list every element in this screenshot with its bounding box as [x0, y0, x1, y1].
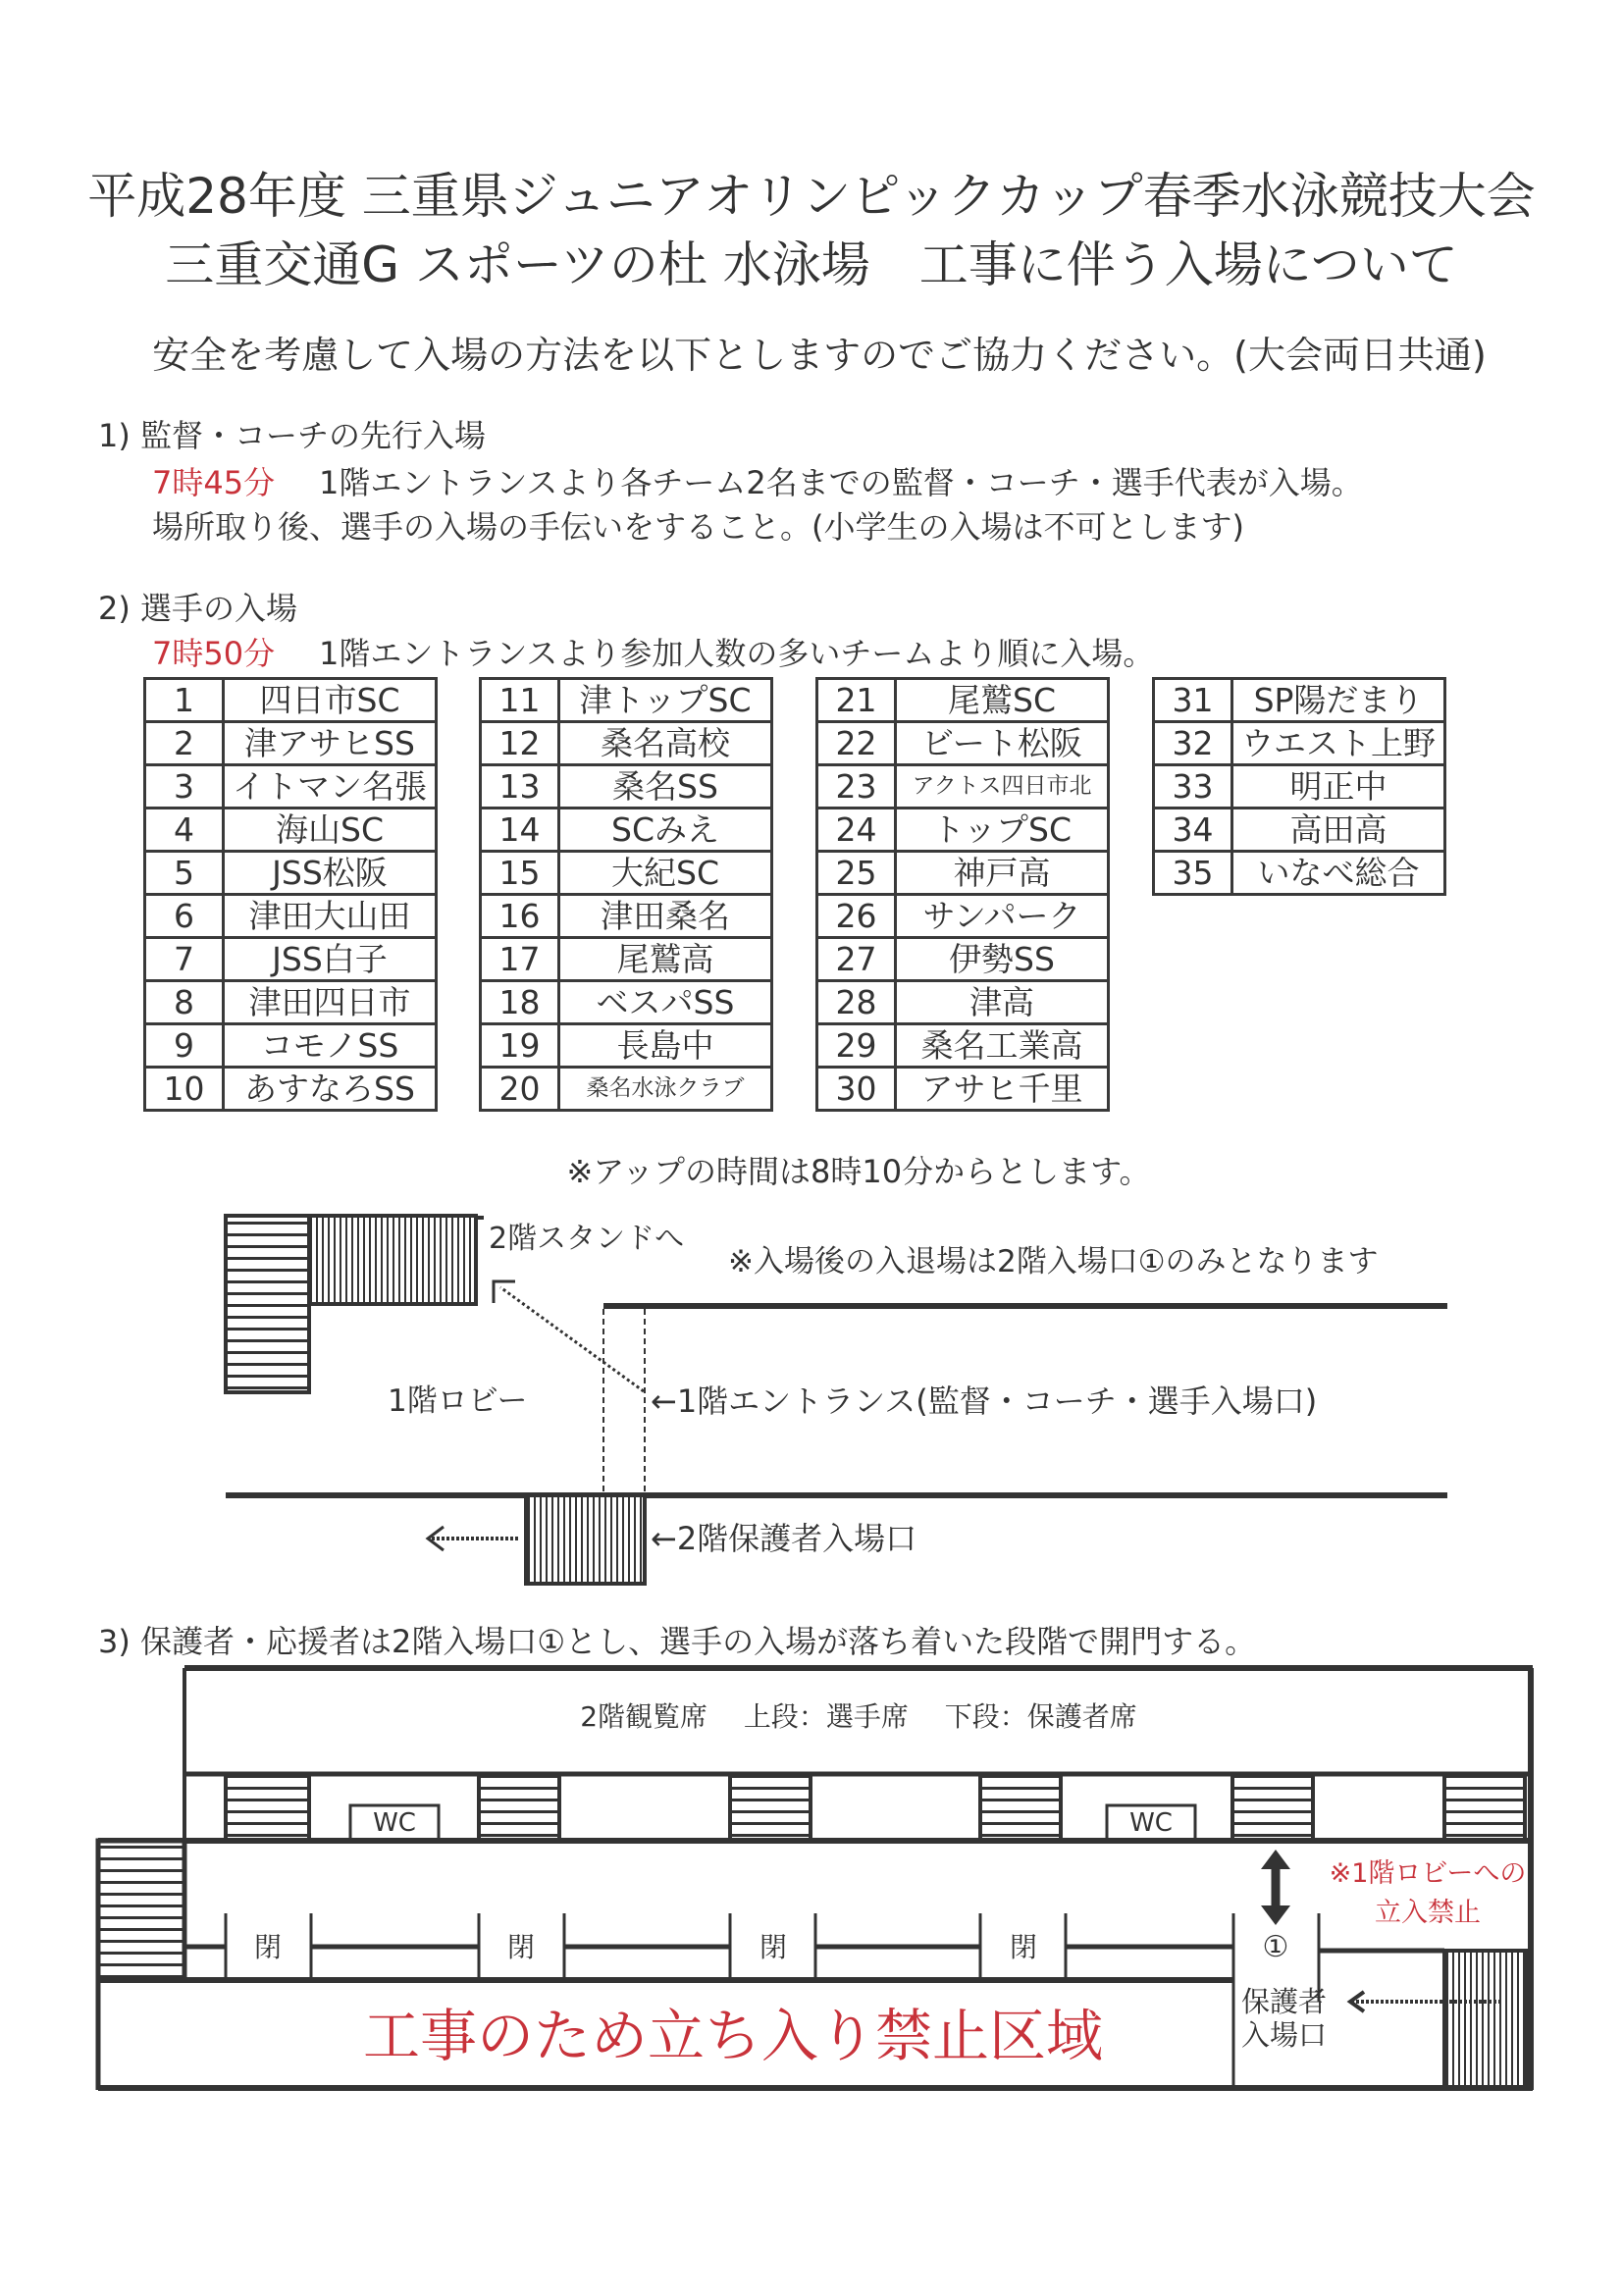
- double-arrow-icon: [1261, 1850, 1290, 1925]
- team-order-number: 1: [145, 679, 224, 722]
- team-order-number: 15: [481, 852, 559, 895]
- team-name: アサヒ千里: [896, 1068, 1109, 1111]
- team-name: 津田四日市: [224, 981, 437, 1024]
- team-order-number: 10: [145, 1068, 224, 1111]
- team-name: 伊勢SS: [896, 938, 1109, 981]
- dotted-arrow-to-stand: [494, 1281, 644, 1391]
- section2-line1: 1階エントランスより参加人数の多いチームより順に入場。: [319, 635, 1155, 672]
- team-name: イトマン名張: [224, 765, 437, 809]
- team-name: ベスパSS: [559, 981, 772, 1024]
- team-order-number: 24: [817, 809, 896, 852]
- team-name: コモノSS: [224, 1024, 437, 1068]
- title-line-1: 平成28年度 三重県ジュニアオリンピックカップ春季水泳競技大会: [87, 168, 1536, 225]
- team-order-number: 14: [481, 809, 559, 852]
- team-order-number: 19: [481, 1024, 559, 1068]
- dotted-arrow-left: [428, 1527, 518, 1550]
- team-order-number: 28: [817, 981, 896, 1024]
- title-line-2: 三重交通G スポーツの杜 水泳場 工事に伴う入場について: [165, 236, 1458, 293]
- team-order-number: 2: [145, 722, 224, 765]
- closed-gate-4: 閉: [1009, 1931, 1038, 1963]
- team-name: 津トップSC: [559, 679, 772, 722]
- team-name: 明正中: [1232, 765, 1445, 809]
- team-name: ウエスト上野: [1232, 722, 1445, 765]
- team-order-number: 4: [145, 809, 224, 852]
- team-order-number: 25: [817, 852, 896, 895]
- team-name: トップSC: [896, 809, 1109, 852]
- no-entry-note-line2: 立入禁止: [1375, 1898, 1481, 1928]
- team-name: 桑名水泳クラブ: [559, 1068, 772, 1111]
- team-order-number: 20: [481, 1068, 559, 1111]
- lobby-label: 1階ロビー: [388, 1383, 528, 1419]
- section1-time: 7時45分: [152, 464, 276, 501]
- team-name: SCみえ: [559, 809, 772, 852]
- team-name: 尾鷲SC: [896, 679, 1109, 722]
- team-name: 長島中: [559, 1024, 772, 1068]
- team-name: 四日市SC: [224, 679, 437, 722]
- stairs-west: [98, 1841, 184, 1980]
- team-name: 津田大山田: [224, 895, 437, 938]
- team-name: 津高: [896, 981, 1109, 1024]
- section1-line1: 1階エントランスより各チーム2名までの監督・コーチ・選手代表が入場。: [319, 464, 1363, 501]
- team-name: SP陽だまり: [1232, 679, 1445, 722]
- section1-heading: 1) 監督・コーチの先行入場: [98, 417, 487, 454]
- team-name: 桑名工業高: [896, 1024, 1109, 1068]
- team-order-number: 5: [145, 852, 224, 895]
- seating-label: 2階観覧席 上段：選手席 下段：保護者席: [580, 1700, 1137, 1733]
- team-order-number: 9: [145, 1024, 224, 1068]
- team-order-number: 32: [1154, 722, 1232, 765]
- team-order-number: 18: [481, 981, 559, 1024]
- team-order-number: 3: [145, 765, 224, 809]
- team-name: アクトス四日市北: [896, 765, 1109, 809]
- team-order-number: 23: [817, 765, 896, 809]
- closed-gate-3: 閉: [759, 1931, 788, 1963]
- team-name: 大紀SC: [559, 852, 772, 895]
- section2-heading: 2) 選手の入場: [98, 590, 298, 627]
- team-order-number: 22: [817, 722, 896, 765]
- team-order-number: 7: [145, 938, 224, 981]
- guardian-entrance-line1: 保護者: [1241, 1985, 1328, 2018]
- team-name: 津田桑名: [559, 895, 772, 938]
- team-name: ビート松阪: [896, 722, 1109, 765]
- stand-label: 2階スタンドへ: [489, 1222, 685, 1256]
- team-order-number: 33: [1154, 765, 1232, 809]
- stairs-left: [226, 1216, 309, 1392]
- closed-gate-1: 閉: [253, 1931, 283, 1963]
- team-order-number: 34: [1154, 809, 1232, 852]
- wc-label-1: WC: [373, 1808, 416, 1838]
- guardian-entrance-line2: 入場口: [1241, 2018, 1328, 2052]
- team-name: 尾鷲高: [559, 938, 772, 981]
- team-order-number: 8: [145, 981, 224, 1024]
- stairs-to-stand: [309, 1216, 476, 1304]
- team-order-number: 26: [817, 895, 896, 938]
- team-name: JSS白子: [224, 938, 437, 981]
- team-order-number: 30: [817, 1068, 896, 1111]
- warmup-note: ※アップの時間は8時10分からとします。: [566, 1153, 1151, 1190]
- team-name: 神戸高: [896, 852, 1109, 895]
- team-name: 桑名SS: [559, 765, 772, 809]
- section2-time: 7時50分: [152, 635, 276, 672]
- no-entry-note-line1: ※1階ロビーへの: [1329, 1858, 1527, 1889]
- stairs-east: [1444, 1951, 1527, 2087]
- team-order-number: 6: [145, 895, 224, 938]
- team-name: 桑名高校: [559, 722, 772, 765]
- construction-zone-label: 工事のため立ち入り禁止区域: [362, 2003, 1104, 2069]
- closed-gate-2: 閉: [506, 1931, 536, 1963]
- team-name: 海山SC: [224, 809, 437, 852]
- team-name: JSS松阪: [224, 852, 437, 895]
- team-name: サンパーク: [896, 895, 1109, 938]
- team-order-number: 21: [817, 679, 896, 722]
- team-order-number: 13: [481, 765, 559, 809]
- team-name: あすなろSS: [224, 1068, 437, 1111]
- section3-heading: 3) 保護者・応援者は2階入場口①とし、選手の入場が落ち着いた段階で開門する。: [98, 1623, 1257, 1660]
- team-name: 津アサヒSS: [224, 722, 437, 765]
- team-order-number: 17: [481, 938, 559, 981]
- gate-1-label: ①: [1262, 1930, 1289, 1964]
- wc-label-2: WC: [1129, 1808, 1173, 1838]
- team-order-number: 11: [481, 679, 559, 722]
- team-order-number: 35: [1154, 852, 1232, 895]
- section1-line2: 場所取り後、選手の入場の手伝いをすること。(小学生の入場は不可とします): [152, 508, 1244, 546]
- team-order-number: 27: [817, 938, 896, 981]
- intro-text: 安全を考慮して入場の方法を以下としますのでご協力ください。(大会両日共通): [152, 334, 1487, 377]
- team-name: いなべ総合: [1232, 852, 1445, 895]
- guardian-entrance-label: ←2階保護者入場口: [651, 1520, 917, 1557]
- entrance-label: ←1階エントランス(監督・コーチ・選手入場口): [651, 1383, 1318, 1420]
- team-order-number: 31: [1154, 679, 1232, 722]
- team-name: 高田高: [1232, 809, 1445, 852]
- exit-note: ※入場後の入退場は2階入場口①のみとなります: [728, 1244, 1379, 1279]
- team-order-number: 12: [481, 722, 559, 765]
- team-order-number: 16: [481, 895, 559, 938]
- team-order-number: 29: [817, 1024, 896, 1068]
- stairs-guardian: [526, 1495, 645, 1584]
